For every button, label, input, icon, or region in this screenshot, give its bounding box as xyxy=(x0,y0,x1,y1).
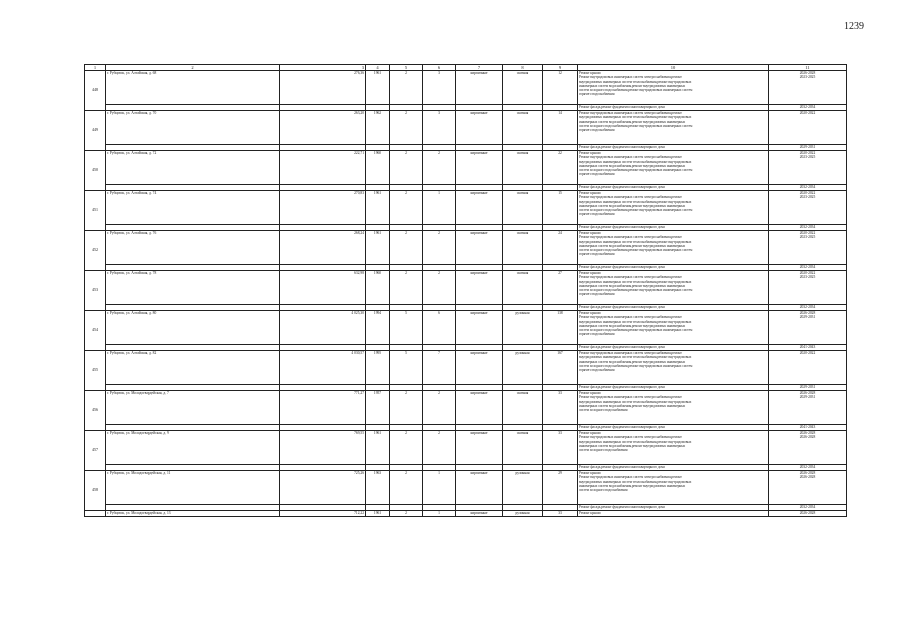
entrances-cell: 1 xyxy=(423,511,456,517)
years-cell xyxy=(769,71,847,105)
entrances-cell: 1 xyxy=(423,471,456,505)
work-line: внутридомовых инженерных систем теплоснабжения,ремонт внутридомовых xyxy=(579,319,692,324)
facade-work-cell: Ремонт фасада,ремонт фундамента многоквартирного дома xyxy=(578,225,769,231)
address-cell: г. Рубцовск, ул. Алтайская, д. 82 xyxy=(106,351,280,385)
facade-year-cell: 2029-2031 xyxy=(769,145,847,151)
work-line: Ремонт крыши xyxy=(579,71,601,75)
floors-cell: 2 xyxy=(390,511,423,517)
years-cell: 2026-2028 xyxy=(769,511,847,517)
floors-cell: 2 xyxy=(390,71,423,105)
work-line: Ремонт внутридомовых инженерных систем электроснабжения,ремонт xyxy=(579,75,682,80)
work-line: горячего водоснабжения xyxy=(579,212,615,217)
work-line: внутридомовых инженерных систем теплоснабжения,ремонт внутридомовых xyxy=(579,159,692,164)
work-line: внутридомовых инженерных систем теплоснабжения,ремонт внутридомовых xyxy=(579,199,692,204)
work-line: систем холодного водоснабжения,ремонт внутридомовых инженерных систем xyxy=(579,123,693,128)
col-3-header: 3 xyxy=(280,65,366,71)
work-line: систем холодного водоснабжения xyxy=(579,488,628,493)
roof-type-cell: рулонная xyxy=(503,311,543,345)
work-line: Ремонт крыши xyxy=(579,311,601,315)
row-number: 452 xyxy=(85,231,106,271)
year-range: 2026-2028 xyxy=(799,71,816,75)
table-row xyxy=(85,71,847,105)
facade-year-cell: 2029-2031 xyxy=(769,385,847,391)
address-cell: г. Рубцовск, ул. Алтайская, д. 70 xyxy=(106,111,280,145)
facade-year-cell: 2032-2034 xyxy=(769,225,847,231)
years-cell xyxy=(769,191,847,225)
address-cell: г. Рубцовск, ул. Алтайская, д. 74 xyxy=(106,191,280,225)
works-cell xyxy=(578,391,769,425)
address-cell: г. Рубцовск, ул. Алтайская, д. 72 xyxy=(106,151,280,185)
col-6-header: 6 xyxy=(423,65,456,71)
address-cell: г. Рубцовск, ул. Алтайская, д. 78 xyxy=(106,271,280,305)
year-built-cell: 1957 xyxy=(366,391,390,425)
row-number: 457 xyxy=(85,431,106,471)
floors-cell: 5 xyxy=(390,351,423,385)
work-line: систем холодного водоснабжения,ремонт внутридомовых инженерных систем xyxy=(579,328,693,333)
entrances-cell: 2 xyxy=(423,151,456,185)
area-cell: 712,22 xyxy=(280,511,366,517)
year-range: 2023-2025 xyxy=(799,235,816,240)
wall-material-cell: кирпичные xyxy=(456,231,503,265)
roof-type-cell: скатная xyxy=(503,151,543,185)
table-row xyxy=(85,191,847,225)
year-range: 2023-2025 xyxy=(799,195,816,200)
work-line: инженерных систем водоснабжения,ремонт внутридомовых инженерных xyxy=(579,443,686,448)
facade-year-cell: 2032-2034 xyxy=(769,105,847,111)
work-line: внутридомовых инженерных систем теплоснабжения,ремонт внутридомовых xyxy=(579,399,692,404)
work-line: инженерных систем водоснабжения,ремонт внутридомовых инженерных xyxy=(579,483,686,488)
roof-type-cell: скатная xyxy=(503,71,543,105)
years-cell xyxy=(769,111,847,145)
work-line: инженерных систем водоснабжения,ремонт внутридомовых инженерных xyxy=(579,283,686,288)
work-line: Ремонт крыши xyxy=(579,231,601,235)
work-line: Ремонт крыши xyxy=(579,191,601,195)
roof-type-cell: скатная xyxy=(503,111,543,145)
years-cell xyxy=(769,231,847,265)
roof-type-cell: скатная xyxy=(503,391,543,425)
capital-repair-table xyxy=(84,64,847,517)
year-range: 2020-2022 xyxy=(799,271,816,275)
floors-cell: 5 xyxy=(390,311,423,345)
work-line: Ремонт крыши xyxy=(579,471,601,475)
residents-cell: 29 xyxy=(543,471,578,505)
works-cell xyxy=(578,191,769,225)
table-body xyxy=(85,71,847,517)
work-line: внутридомовых инженерных систем теплоснабжения,ремонт внутридомовых xyxy=(579,115,692,120)
row-number: 451 xyxy=(85,191,106,231)
address-cell: г. Рубцовск, ул. Молодогвардейская, д. 9 xyxy=(106,431,280,465)
roof-type-cell: скатная xyxy=(503,431,543,465)
row-number: 450 xyxy=(85,151,106,191)
row-number xyxy=(85,511,106,517)
facade-work-cell: Ремонт фасада,ремонт фундамента многоквартирного дома xyxy=(578,105,769,111)
area-cell: 632,98 xyxy=(280,271,366,305)
work-line: Ремонт крыши xyxy=(579,431,601,435)
wall-material-cell: кирпичные xyxy=(456,71,503,105)
works-cell xyxy=(578,351,769,385)
roof-type-cell: скатная xyxy=(503,231,543,265)
entrances-cell: 6 xyxy=(423,311,456,345)
facade-work-cell: Ремонт фасада,ремонт фундамента многоквартирного дома xyxy=(578,145,769,151)
work-line: горячего водоснабжения xyxy=(579,128,615,133)
residents-cell: 15 xyxy=(543,191,578,225)
years-cell xyxy=(769,471,847,505)
floors-cell: 2 xyxy=(390,271,423,305)
col-7-header: 7 xyxy=(456,65,503,71)
work-line: инженерных систем водоснабжения,ремонт внутридомовых инженерных xyxy=(579,323,686,328)
col-4-header: 4 xyxy=(366,65,390,71)
work-line: Ремонт внутридомовых инженерных систем электроснабжения,ремонт xyxy=(579,275,682,280)
floors-cell: 2 xyxy=(390,431,423,465)
year-range: 2020-2022 xyxy=(799,151,816,155)
wall-material-cell: кирпичные xyxy=(456,151,503,185)
work-line: Ремонт внутридомовых инженерных систем электроснабжения,ремонт xyxy=(579,195,682,200)
area-cell: 270,83 xyxy=(280,191,366,225)
works-cell xyxy=(578,111,769,145)
col-1-header: 1 xyxy=(85,65,106,71)
year-built-cell: 1961 xyxy=(366,191,390,225)
years-cell xyxy=(769,431,847,465)
years-cell xyxy=(769,151,847,185)
years-cell xyxy=(769,311,847,345)
address-cell: г. Рубцовск, ул. Молодогвардейская, д. 13 xyxy=(106,511,280,517)
wall-material-cell: кирпичные xyxy=(456,191,503,225)
table-row xyxy=(85,391,847,425)
year-built-cell: 1961 xyxy=(366,511,390,517)
work-line: Ремонт крыши xyxy=(579,151,601,155)
area-cell: 725,26 xyxy=(280,471,366,505)
wall-material-cell: кирпичные xyxy=(456,471,503,505)
area-cell: 276,36 xyxy=(280,71,366,105)
residents-cell: 138 xyxy=(543,311,578,345)
area-cell: 4 025,30 xyxy=(280,311,366,345)
work-line: инженерных систем водоснабжения,ремонт внутридомовых инженерных xyxy=(579,243,686,248)
facade-year-cell: 2032-2034 xyxy=(769,505,847,511)
facade-year-cell: 2041-2043 xyxy=(769,425,847,431)
year-built-cell: 1960 xyxy=(366,151,390,185)
facade-work-cell: Ремонт фасада,ремонт фундамента многоквартирного дома xyxy=(578,385,769,391)
work-line: внутридомовых инженерных систем теплоснабжения,ремонт внутридомовых xyxy=(579,79,692,84)
work-line: внутридомовых инженерных систем теплоснабжения,ремонт внутридомовых xyxy=(579,439,692,444)
works-cell: Ремонт крыши xyxy=(578,511,769,517)
works-cell xyxy=(578,471,769,505)
roof-type-cell: рулонная xyxy=(503,351,543,385)
work-line: инженерных систем водоснабжения,ремонт внутридомовых инженерных xyxy=(579,359,686,364)
roof-type-cell: скатная xyxy=(503,191,543,225)
work-line: инженерных систем водоснабжения,ремонт внутридомовых инженерных xyxy=(579,163,686,168)
page-number: 1239 xyxy=(844,21,864,32)
facade-work-cell: Ремонт фасада,ремонт фундамента многоквартирного дома xyxy=(578,185,769,191)
entrances-cell: 3 xyxy=(423,71,456,105)
year-range: 2020-2022 xyxy=(799,191,816,195)
year-built-cell: 1962 xyxy=(366,111,390,145)
residents-cell: 24 xyxy=(543,231,578,265)
works-cell xyxy=(578,431,769,465)
work-line: Ремонт внутридомовых инженерных систем электроснабжения,ремонт xyxy=(579,395,682,400)
year-range: 2020-2022 xyxy=(799,111,816,115)
year-range: 2026-2028 xyxy=(799,471,816,475)
col-2-header: 2 xyxy=(106,65,280,71)
year-built-cell: 1961 xyxy=(366,431,390,465)
work-line: горячего водоснабжения xyxy=(579,332,615,337)
facade-work-cell: Ремонт фасада,ремонт фундамента многоквартирного дома xyxy=(578,425,769,431)
facade-work-cell: Ремонт фасада,ремонт фундамента многоквартирного дома xyxy=(578,345,769,351)
work-line: инженерных систем водоснабжения,ремонт внутридомовых инженерных xyxy=(579,119,686,124)
entrances-cell: 2 xyxy=(423,271,456,305)
year-range: 2026-2028 xyxy=(799,475,816,480)
table-row xyxy=(85,311,847,345)
facade-year-cell: 2041-2043 xyxy=(769,345,847,351)
year-range: 2029-2031 xyxy=(799,395,816,400)
table-row xyxy=(85,271,847,305)
facade-work-cell: Ремонт фасада,ремонт фундамента многоквартирного дома xyxy=(578,305,769,311)
wall-material-cell: кирпичные xyxy=(456,271,503,305)
residents-cell: 27 xyxy=(543,271,578,305)
year-built-cell: 1963 xyxy=(366,471,390,505)
work-line: горячего водоснабжения xyxy=(579,292,615,297)
entrances-cell: 2 xyxy=(423,431,456,465)
work-line: инженерных систем водоснабжения,ремонт внутридомовых инженерных xyxy=(579,403,686,408)
row-number: 449 xyxy=(85,111,106,151)
col-10-header: 10 xyxy=(578,65,769,71)
table-row xyxy=(85,111,847,145)
residents-cell: 12 xyxy=(543,71,578,105)
row-number: 455 xyxy=(85,351,106,391)
work-line: систем холодного водоснабжения,ремонт внутридомовых инженерных систем xyxy=(579,288,693,293)
address-cell: г. Рубцовск, ул. Алтайская, д. 76 xyxy=(106,231,280,265)
address-cell: г. Рубцовск, ул. Молодогвардейская, д. 7 xyxy=(106,391,280,425)
year-range: 2026-2028 xyxy=(799,311,816,315)
col-9-header: 9 xyxy=(543,65,578,71)
floors-cell: 2 xyxy=(390,111,423,145)
col-5-header: 5 xyxy=(390,65,423,71)
table-row xyxy=(85,231,847,265)
work-line: горячего водоснабжения xyxy=(579,92,615,97)
row-number: 456 xyxy=(85,391,106,431)
year-range: 2020-2022 xyxy=(799,231,816,235)
entrances-cell: 1 xyxy=(423,191,456,225)
works-cell xyxy=(578,151,769,185)
wall-material-cell: кирпичные xyxy=(456,111,503,145)
area-cell: 771,27 xyxy=(280,391,366,425)
table-row xyxy=(85,151,847,185)
residents-cell: 33 xyxy=(543,511,578,517)
facade-work-cell: Ремонт фасада,ремонт фундамента многоквартирного дома xyxy=(578,465,769,471)
residents-cell: 167 xyxy=(543,351,578,385)
residents-cell: 14 xyxy=(543,111,578,145)
floors-cell: 2 xyxy=(390,391,423,425)
wall-material-cell: кирпичные xyxy=(456,431,503,465)
entrances-cell: 2 xyxy=(423,231,456,265)
wall-material-cell: кирпичные xyxy=(456,511,503,517)
entrances-cell: 2 xyxy=(423,391,456,425)
col-11-header: 11 xyxy=(769,65,847,71)
work-line: систем холодного водоснабжения,ремонт внутридомовых инженерных систем xyxy=(579,88,693,93)
work-line: Ремонт внутридомовых инженерных систем электроснабжения,ремонт xyxy=(579,111,682,115)
table-row xyxy=(85,351,847,385)
floors-cell: 2 xyxy=(390,191,423,225)
work-line: систем холодного водоснабжения,ремонт внутридомовых инженерных систем xyxy=(579,363,693,368)
work-line: инженерных систем водоснабжения,ремонт внутридомовых инженерных xyxy=(579,203,686,208)
residents-cell: 22 xyxy=(543,151,578,185)
work-line: внутридомовых инженерных систем теплоснабжения,ремонт внутридомовых xyxy=(579,279,692,284)
entrances-cell: 7 xyxy=(423,351,456,385)
work-line: систем холодного водоснабжения,ремонт внутридомовых инженерных систем xyxy=(579,248,693,253)
work-line: систем холодного водоснабжения xyxy=(579,408,628,413)
table-row xyxy=(85,471,847,505)
row-number: 458 xyxy=(85,471,106,511)
work-line: внутридомовых инженерных систем теплоснабжения,ремонт внутридомовых xyxy=(579,479,692,484)
work-line: горячего водоснабжения xyxy=(579,368,615,373)
work-line: внутридомовых инженерных систем теплоснабжения,ремонт внутридомовых xyxy=(579,355,692,360)
entrances-cell: 3 xyxy=(423,111,456,145)
year-built-cell: 1995 xyxy=(366,351,390,385)
col-8-header: 8 xyxy=(503,65,543,71)
years-cell xyxy=(769,391,847,425)
residents-cell: 33 xyxy=(543,391,578,425)
work-line: Ремонт внутридомовых инженерных систем электроснабжения,ремонт xyxy=(579,235,682,240)
row-number: 454 xyxy=(85,311,106,351)
area-cell: 769,55 xyxy=(280,431,366,465)
work-line: Ремонт внутридомовых инженерных систем электроснабжения,ремонт xyxy=(579,475,682,480)
year-range: 2026-2028 xyxy=(799,391,816,395)
facade-work-cell: Ремонт фасада,ремонт фундамента многоквартирного дома xyxy=(578,265,769,271)
works-cell xyxy=(578,231,769,265)
wall-material-cell: кирпичные xyxy=(456,391,503,425)
year-range: 2026-2028 xyxy=(799,435,816,440)
roof-type-cell: рулонная xyxy=(503,471,543,505)
year-built-cell: 1960 xyxy=(366,271,390,305)
facade-year-cell: 2032-2034 xyxy=(769,265,847,271)
year-range: 2029-2031 xyxy=(799,315,816,320)
work-line: Ремонт внутридомовых инженерных систем электроснабжения,ремонт xyxy=(579,155,682,160)
floors-cell: 2 xyxy=(390,471,423,505)
work-line: горячего водоснабжения xyxy=(579,172,615,177)
work-line: Ремонт крыши xyxy=(579,391,601,395)
year-built-cell: 1994 xyxy=(366,311,390,345)
row-number: 448 xyxy=(85,71,106,111)
work-line: инженерных систем водоснабжения,ремонт внутридомовых инженерных xyxy=(579,83,686,88)
year-range: 2023-2025 xyxy=(799,155,816,160)
area-cell: 4 030,57 xyxy=(280,351,366,385)
area-cell: 263,20 xyxy=(280,111,366,145)
work-line: Ремонт внутридомовых инженерных систем электроснабжения,ремонт xyxy=(579,315,682,320)
area-cell: 268,24 xyxy=(280,231,366,265)
works-cell xyxy=(578,71,769,105)
facade-year-cell: 2032-2034 xyxy=(769,185,847,191)
table-row xyxy=(85,431,847,465)
floors-cell: 2 xyxy=(390,151,423,185)
year-range: 2020-2022 xyxy=(799,351,816,355)
work-line: систем холодного водоснабжения,ремонт внутридомовых инженерных систем xyxy=(579,168,693,173)
years-cell xyxy=(769,271,847,305)
table-row xyxy=(85,511,847,517)
address-cell: г. Рубцовск, ул. Алтайская, д. 80 xyxy=(106,311,280,345)
works-cell xyxy=(578,311,769,345)
work-line: Ремонт крыши xyxy=(579,271,601,275)
floors-cell: 2 xyxy=(390,231,423,265)
years-cell xyxy=(769,351,847,385)
roof-type-cell: рулонная xyxy=(503,511,543,517)
wall-material-cell: кирпичные xyxy=(456,311,503,345)
works-cell xyxy=(578,271,769,305)
year-built-cell: 1961 xyxy=(366,71,390,105)
facade-work-cell: Ремонт фасада,ремонт фундамента многоквартирного дома xyxy=(578,505,769,511)
roof-type-cell: скатная xyxy=(503,271,543,305)
address-cell: г. Рубцовск, ул. Алтайская, д. 68 xyxy=(106,71,280,105)
work-line: систем холодного водоснабжения,ремонт внутридомовых инженерных систем xyxy=(579,208,693,213)
wall-material-cell: кирпичные xyxy=(456,351,503,385)
residents-cell: 33 xyxy=(543,431,578,465)
work-line: Ремонт внутридомовых инженерных систем электроснабжения,ремонт xyxy=(579,435,682,440)
year-range: 2023-2025 xyxy=(799,75,816,80)
address-cell: г. Рубцовск, ул. Молодогвардейская, д. 11 xyxy=(106,471,280,505)
year-range: 2026-2028 xyxy=(799,431,816,435)
year-built-cell: 1961 xyxy=(366,231,390,265)
work-line: Ремонт внутридомовых инженерных систем электроснабжения,ремонт xyxy=(579,351,682,355)
work-line: горячего водоснабжения xyxy=(579,252,615,257)
facade-year-cell: 2032-2034 xyxy=(769,305,847,311)
work-line: внутридомовых инженерных систем теплоснабжения,ремонт внутридомовых xyxy=(579,239,692,244)
work-line: систем холодного водоснабжения xyxy=(579,448,628,453)
year-range: 2023-2025 xyxy=(799,275,816,280)
facade-year-cell: 2032-2034 xyxy=(769,465,847,471)
area-cell: 222,71 xyxy=(280,151,366,185)
row-number: 453 xyxy=(85,271,106,311)
